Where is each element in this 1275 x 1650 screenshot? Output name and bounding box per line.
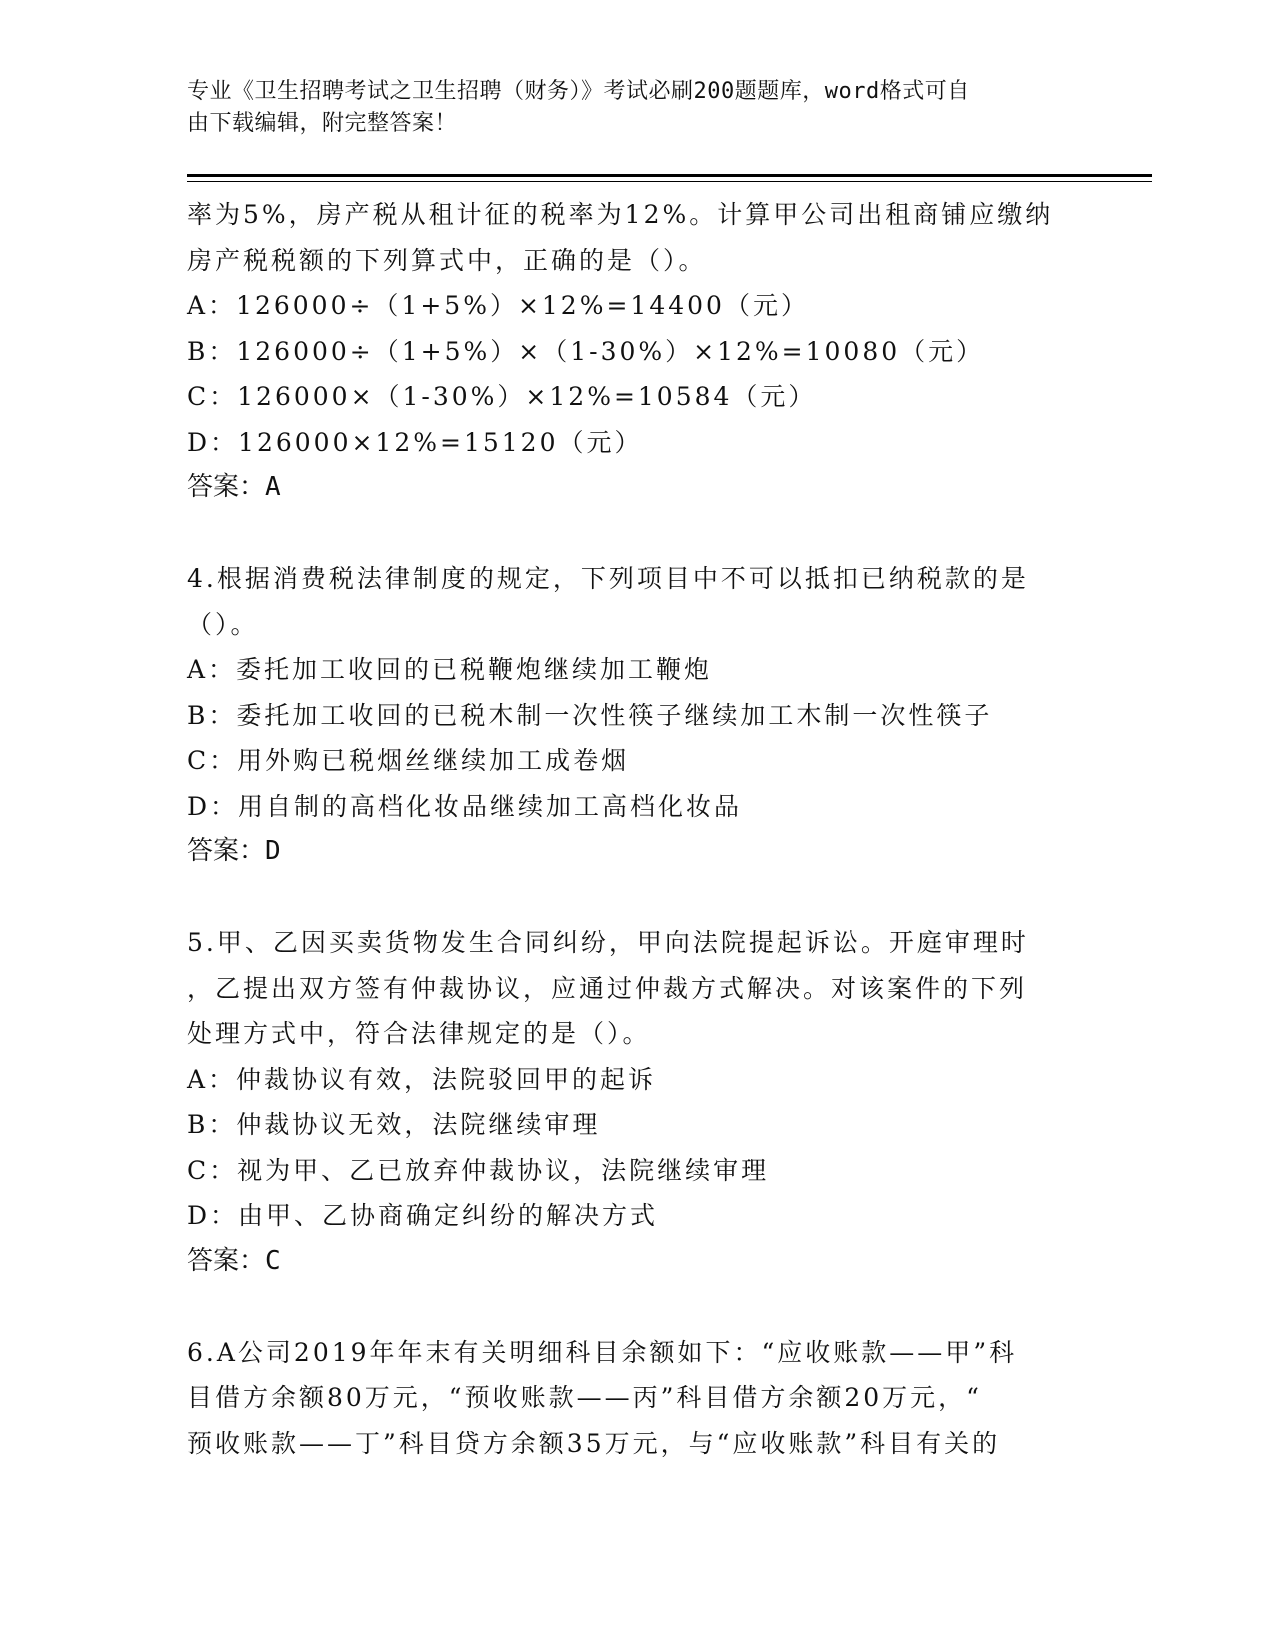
question-4 [187, 556, 1087, 875]
answer-line: 答案：D [187, 836, 281, 866]
question-stem-line: 房产税税额的下列算式中，正确的是（）。 [187, 245, 707, 275]
question-stem-line: （）。 [187, 609, 259, 639]
option-a: A：委托加工收回的已税鞭炮继续加工鞭炮 [187, 655, 713, 684]
question-5 [187, 920, 1087, 1284]
option-d: D：126000×12%=15120（元） [187, 427, 643, 457]
question-stem-line: 预收账款——丁”科目贷方余额35万元，与“应收账款”科目有关的 [187, 1428, 1001, 1458]
header-title-line-2: 由下载编辑，附完整答案！ [187, 111, 458, 136]
question-spacer [187, 1284, 1087, 1330]
option-d: D：用自制的高档化妆品继续加工高档化妆品 [187, 791, 743, 821]
option-b: B：仲裁协议无效，法院继续审理 [187, 1110, 601, 1139]
option-c: C：用外购已税烟丝继续加工成卷烟 [187, 746, 630, 775]
option-a: A：126000÷（1+5%）×12%=14400（元） [187, 291, 809, 320]
header-rule-thin [187, 181, 1152, 182]
option-c: C：视为甲、乙已放弃仲裁协议，法院继续审理 [187, 1155, 770, 1185]
answer-line: 答案：C [187, 1245, 281, 1276]
option-b: B：126000÷（1+5%）×（1-30%）×12%=10080（元） [187, 336, 985, 366]
question-spacer [187, 875, 1087, 921]
document-header [187, 76, 1067, 140]
question-stem-line: ，乙提出双方签有仲裁协议，应通过仲裁方式解决。对该案件的下列 [187, 973, 1028, 1003]
option-d: D：由甲、乙协商确定纠纷的解决方式 [187, 1201, 659, 1230]
question-stem-line: 处理方式中，符合法律规定的是（）。 [187, 1019, 651, 1048]
document-body [187, 192, 1087, 1466]
answer-line: 答案：A [187, 472, 281, 502]
question-stem-line: 6.A公司2019年年末有关明细科目余额如下：“应收账款——甲”科 [187, 1337, 1018, 1367]
header-rule-thick [187, 174, 1152, 177]
question-stem-line: 4.根据消费税法律制度的规定，下列项目中不可以抵扣已纳税款的是 [187, 564, 1029, 593]
question-stem-line: 5.甲、乙因买卖货物发生合同纠纷，甲向法院提起诉讼。开庭审理时 [187, 928, 1029, 957]
option-c: C：126000×（1-30%）×12%=10584（元） [187, 382, 817, 411]
question-3 [187, 192, 1087, 511]
header-title-line-1: 专业《卫生招聘考试之卫生招聘（财务）》考试必刷200题题库，word格式可自 [187, 79, 970, 104]
question-stem-line: 目借方余额80万元，“预收账款——丙”科目借方余额20万元，“ [187, 1383, 982, 1412]
option-a: A：仲裁协议有效，法院驳回甲的起诉 [187, 1064, 657, 1094]
question-6 [187, 1330, 1087, 1467]
question-spacer [187, 511, 1087, 557]
question-stem-line: 率为5%，房产税从租计征的税率为12%。计算甲公司出租商铺应缴纳 [187, 200, 1054, 229]
option-b: B：委托加工收回的已税木制一次性筷子继续加工木制一次性筷子 [187, 700, 993, 730]
